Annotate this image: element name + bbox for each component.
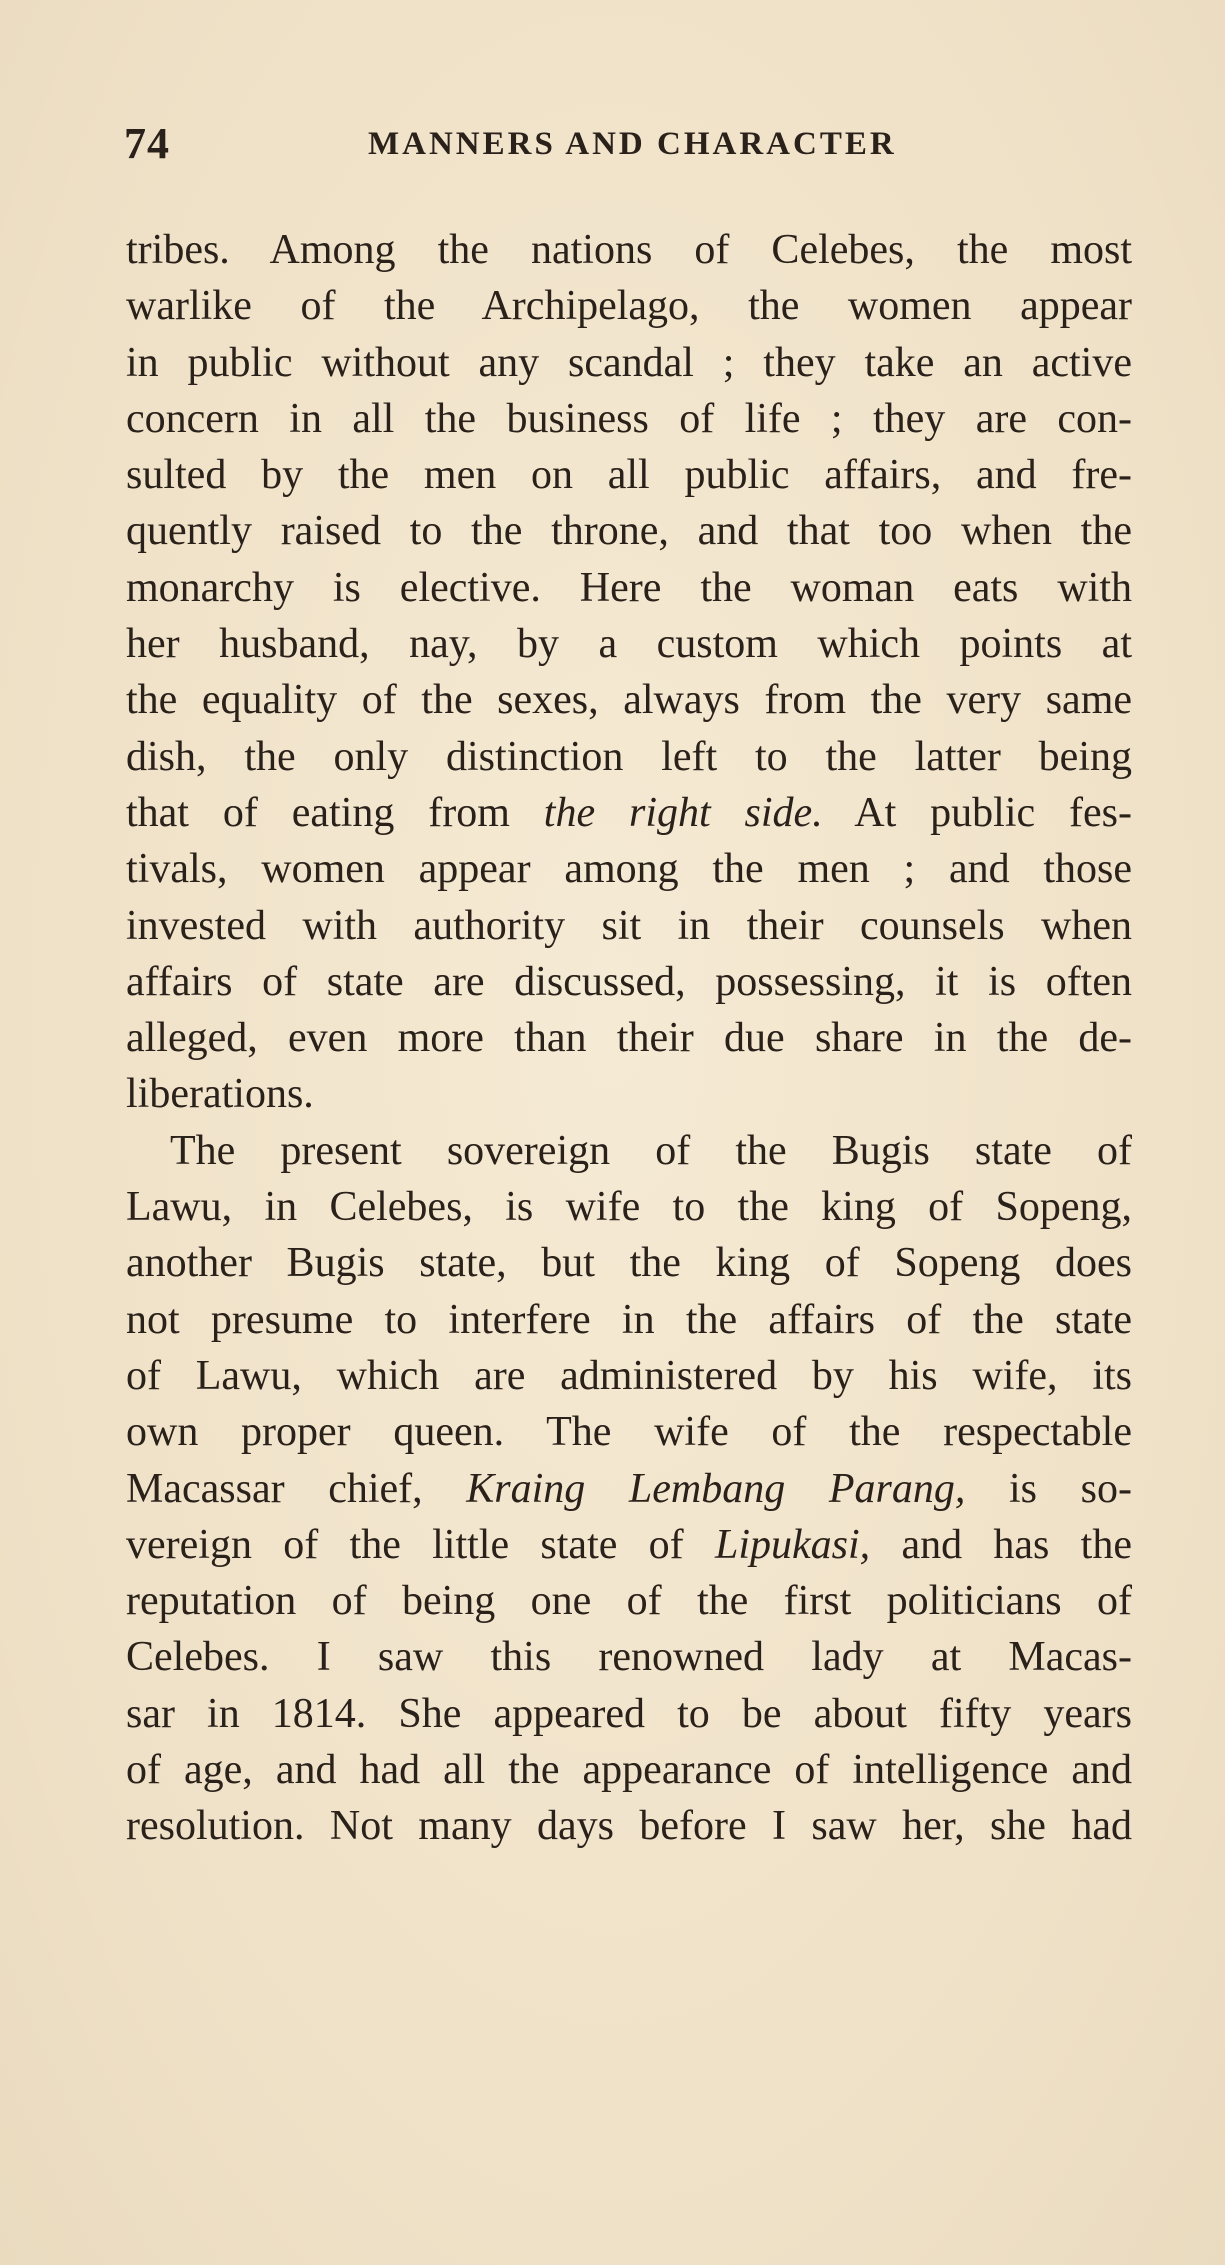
- text-line: in public without any scandal ; they take an active: [126, 339, 1132, 386]
- text-line: affairs of state are discussed, possessing, it is often: [126, 958, 1132, 1005]
- text-segment: that of eating from: [126, 789, 544, 836]
- text-line: tivals, women appear among the men ; and those: [126, 846, 1132, 893]
- text-line: resolution. Not many days before I saw her, she had: [126, 1803, 1132, 1850]
- text-line: invested with authority sit in their counsels when: [126, 902, 1132, 949]
- italic-phrase: Kraing Lembang Parang,: [466, 1465, 966, 1512]
- text-line: quently raised to the throne, and that too when the: [126, 508, 1132, 555]
- text-segment: vereign of the little state of: [126, 1521, 715, 1568]
- text-line: tribes. Among the nations of Celebes, the most: [126, 227, 1132, 273]
- text-line: [126, 729, 1132, 785]
- text-line: of Lawu, which are administered by his wife, its: [126, 1352, 1132, 1399]
- text-line: another Bugis state, but the king of Sopeng does: [126, 1240, 1132, 1287]
- text-line: alleged, even more than their due share in the de-: [126, 1015, 1132, 1062]
- text-line: of age, and had all the appearance of intelligence and: [126, 1747, 1132, 1794]
- text-line: [126, 785, 1132, 841]
- text-line: own proper queen. The wife of the respectable: [126, 1409, 1132, 1456]
- text-line: concern in all the business of life ; they are con-: [126, 395, 1132, 442]
- text-segment: Macassar chief,: [126, 1465, 467, 1512]
- text-line: sar in 1814. She appeared to be about fifty years: [126, 1690, 1132, 1737]
- italic-phrase: the right side.: [543, 789, 823, 836]
- page-number: 74: [124, 119, 170, 168]
- text-line: sulted by the men on all public affairs, and fre-: [126, 452, 1132, 499]
- text-line: monarchy is elective. Here the woman eats with: [126, 564, 1132, 611]
- text-line: Celebes. I saw this renowned lady at Macas-: [126, 1634, 1132, 1681]
- text-line: the equality of the sexes, always from the very same: [126, 677, 1132, 724]
- body-text: [126, 222, 1132, 1855]
- italic-phrase: Lipukasi,: [714, 1521, 871, 1568]
- running-head: MANNERS AND CHARACTER: [368, 126, 897, 162]
- text-line: Lawu, in Celebes, is wife to the king of Sopeng,: [126, 1184, 1132, 1231]
- text-line: liberations.: [126, 1071, 314, 1118]
- text-segment: dish, the only distinction left to the latter being: [126, 733, 1132, 780]
- text-line: [126, 1461, 1132, 1517]
- text-segment: is so-: [965, 1465, 1132, 1512]
- text-segment: At public fes-: [822, 789, 1133, 836]
- paragraph-start-line: The present sovereign of the Bugis state of: [170, 1127, 1132, 1174]
- text-line: reputation of being one of the first politicians of: [126, 1578, 1132, 1625]
- text-line: [126, 1517, 1132, 1573]
- text-line: her husband, nay, by a custom which points at: [126, 621, 1132, 668]
- text-segment: and has the: [870, 1521, 1132, 1568]
- text-line: warlike of the Archipelago, the women appear: [126, 283, 1132, 330]
- page-header: [124, 118, 1104, 168]
- text-line: not presume to interfere in the affairs of the state: [126, 1296, 1132, 1343]
